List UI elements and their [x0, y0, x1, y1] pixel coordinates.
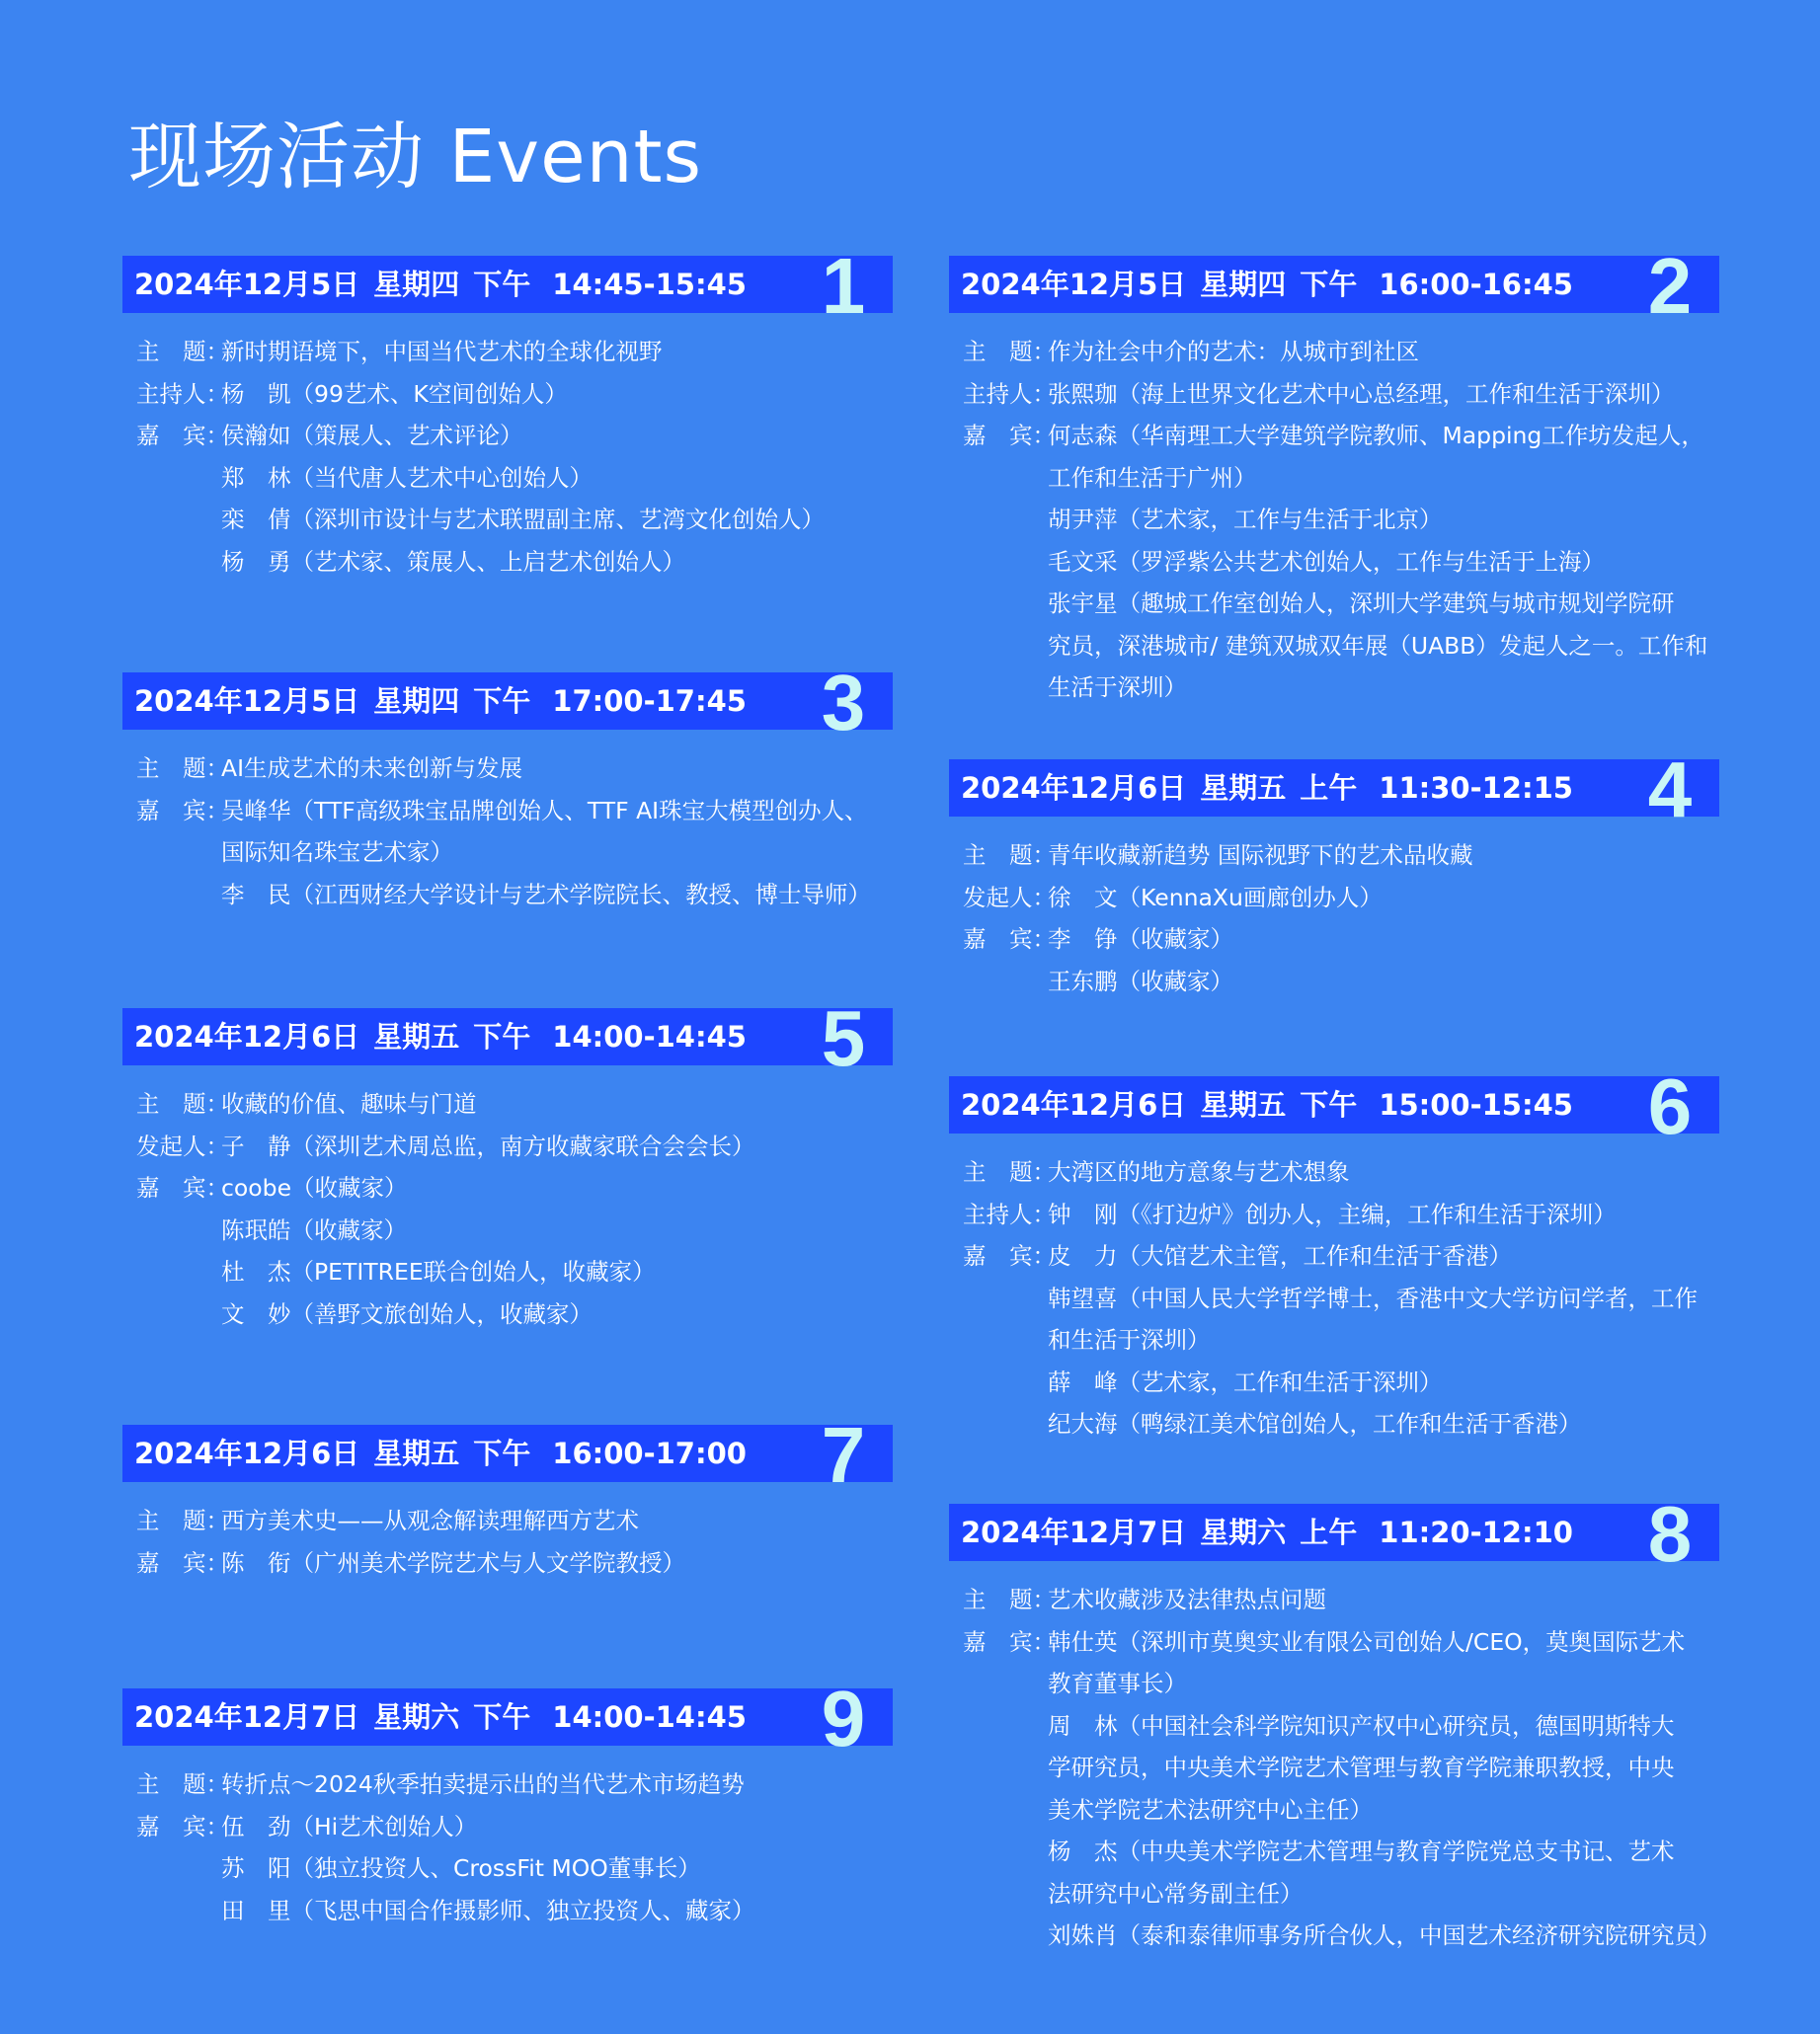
detail-line	[949, 583, 1719, 625]
event-number: 7	[821, 1411, 866, 1499]
detail-text: 杨 凯（99艺术、K空间创始人）	[221, 379, 568, 408]
event-3	[122, 659, 893, 915]
detail-line	[122, 1500, 893, 1542]
detail-text: 皮 力（大馆艺术主管，工作和生活于香港）	[1048, 1242, 1512, 1270]
detail-line	[122, 874, 893, 916]
event-8	[949, 1490, 1721, 1957]
detail-text: 栾 倩（深圳市设计与艺术联盟副主席、艺湾文化创始人）	[221, 506, 825, 533]
detail-text: 学研究员，中央美术学院艺术管理与教育学院兼职教授，中央	[1048, 1754, 1675, 1781]
detail-text: 郑 林（当代唐人艺术中心创始人）	[221, 463, 593, 492]
event-date: 2024年12月5日	[961, 268, 1187, 301]
event-weekday: 星期五	[1200, 1088, 1287, 1122]
detail-label: 嘉 宾：	[136, 1812, 229, 1840]
detail-line	[949, 457, 1719, 500]
event-details	[122, 1763, 893, 1931]
detail-text: 王东鹏（收藏家）	[1048, 967, 1233, 995]
detail-text: 收藏的价值、趣味与门道	[221, 1090, 477, 1118]
detail-text: 薛 峰（艺术家，工作和生活于深圳）	[1048, 1368, 1443, 1396]
detail-line	[949, 1362, 1719, 1404]
event-details	[122, 1500, 893, 1584]
event-header-bar	[122, 1411, 893, 1499]
event-header-bar	[122, 659, 893, 746]
detail-line	[122, 790, 893, 832]
event-date: 2024年12月6日	[134, 1437, 360, 1470]
detail-line	[122, 541, 893, 584]
event-weekday: 星期五	[373, 1437, 460, 1470]
event-details	[122, 1083, 893, 1335]
detail-line	[949, 1579, 1719, 1621]
detail-line	[122, 831, 893, 874]
event-6	[949, 1062, 1719, 1446]
event-period: 下午	[1300, 268, 1358, 301]
detail-label: 主 题：	[136, 754, 229, 782]
detail-text: 杨 勇（艺术家、策展人、上启艺术创始人）	[221, 547, 685, 576]
detail-line	[122, 1806, 893, 1848]
detail-line	[949, 1915, 1719, 1957]
event-time: 14:00-14:45	[552, 1700, 747, 1734]
event-details	[949, 1151, 1719, 1446]
detail-line	[122, 1251, 893, 1293]
event-time: 14:45-15:45	[552, 268, 747, 301]
detail-line	[949, 541, 1719, 584]
detail-text: 周 林（中国社会科学院知识产权中心研究员，德国明斯特大	[1048, 1711, 1675, 1740]
event-datetime	[961, 759, 1573, 817]
detail-line	[949, 499, 1719, 541]
event-period: 下午	[473, 684, 531, 718]
detail-text: coobe（收藏家）	[221, 1174, 408, 1202]
detail-text: 钟 刚（《打边炉》创办人，主编，工作和生活于深圳）	[1048, 1200, 1617, 1228]
detail-line	[949, 1663, 1719, 1705]
event-number: 1	[821, 242, 866, 330]
detail-label: 嘉 宾：	[963, 422, 1056, 449]
event-datetime	[134, 1008, 747, 1065]
detail-line	[949, 666, 1719, 709]
detail-line	[949, 1151, 1719, 1194]
detail-label: 嘉 宾：	[963, 925, 1056, 953]
detail-label: 主 题：	[136, 338, 229, 365]
detail-text: 文 妙（善野文旅创始人，收藏家）	[221, 1299, 593, 1328]
detail-text: 杜 杰（PETITREE联合创始人，收藏家）	[221, 1258, 656, 1286]
page-title: 现场活动 Events	[128, 115, 703, 199]
detail-text: 陈珉皓（收藏家）	[221, 1215, 407, 1244]
event-datetime	[134, 256, 747, 313]
detail-line	[949, 1831, 1719, 1873]
event-time: 16:00-16:45	[1379, 268, 1573, 301]
detail-label: 主 题：	[136, 1507, 229, 1534]
detail-line	[949, 1789, 1719, 1832]
detail-line	[122, 1167, 893, 1210]
event-period: 下午	[473, 1437, 531, 1470]
detail-text: 究员，深港城市/ 建筑双城双年展（UABB）发起人之一。工作和	[1048, 631, 1708, 660]
event-number: 2	[1647, 242, 1693, 330]
detail-line	[949, 1705, 1719, 1748]
detail-text: 大湾区的地方意象与艺术想象	[1048, 1158, 1350, 1186]
detail-line	[122, 747, 893, 790]
detail-text: 韩望喜（中国人民大学哲学博士，香港中文大学访问学者，工作	[1048, 1284, 1698, 1312]
detail-line	[949, 918, 1719, 961]
event-details	[122, 747, 893, 915]
detail-line	[122, 1293, 893, 1336]
event-number: 8	[1647, 1490, 1693, 1578]
detail-line	[122, 1890, 893, 1932]
detail-line	[949, 1319, 1719, 1362]
detail-line	[949, 961, 1719, 1003]
detail-text: 伍 劲（Hi艺术创始人）	[221, 1812, 478, 1840]
detail-line	[949, 1194, 1719, 1236]
detail-line	[122, 1763, 893, 1806]
event-header-bar	[122, 994, 893, 1082]
detail-text: 新时期语境下，中国当代艺术的全球化视野	[221, 338, 663, 365]
detail-label: 发起人：	[136, 1132, 229, 1160]
event-1	[122, 242, 893, 583]
event-details	[949, 331, 1719, 709]
detail-text: AI生成艺术的未来创新与发展	[221, 754, 523, 782]
event-header-bar	[122, 1675, 893, 1762]
event-header-bar	[949, 1062, 1719, 1150]
event-period: 下午	[473, 1700, 531, 1734]
event-datetime	[961, 256, 1573, 313]
event-time: 15:00-15:45	[1379, 1088, 1573, 1122]
detail-line	[122, 1847, 893, 1890]
event-date: 2024年12月6日	[961, 771, 1187, 805]
event-time: 17:00-17:45	[552, 684, 747, 718]
detail-text: 和生活于深圳）	[1048, 1326, 1211, 1354]
detail-line	[949, 373, 1719, 416]
event-date: 2024年12月7日	[961, 1516, 1187, 1549]
detail-text: 张熙珈（海上世界文化艺术中心总经理，工作和生活于深圳）	[1048, 379, 1675, 408]
detail-line	[949, 1278, 1719, 1320]
event-time: 11:30-12:15	[1379, 771, 1573, 805]
detail-text: 李 铮（收藏家）	[1048, 925, 1233, 953]
event-datetime	[134, 672, 747, 730]
event-date: 2024年12月6日	[961, 1088, 1187, 1122]
detail-text: 徐 文（KennaXu画廊创办人）	[1048, 883, 1383, 911]
detail-label: 嘉 宾：	[136, 1548, 229, 1577]
detail-text: 教育董事长）	[1048, 1670, 1187, 1697]
detail-text: 国际知名珠宝艺术家）	[221, 838, 453, 866]
event-weekday: 星期五	[373, 1020, 460, 1054]
event-date: 2024年12月5日	[134, 268, 360, 301]
event-header-bar	[949, 242, 1719, 330]
detail-text: 韩仕英（深圳市莫奥实业有限公司创始人/CEO，莫奥国际艺术	[1048, 1627, 1686, 1656]
detail-line	[949, 1403, 1719, 1446]
event-number: 6	[1647, 1062, 1693, 1150]
event-weekday: 星期五	[1200, 771, 1287, 805]
event-details	[122, 331, 893, 583]
detail-text: 杨 杰（中央美术学院艺术管理与教育学院党总支书记、艺术	[1048, 1838, 1675, 1865]
event-date: 2024年12月7日	[134, 1700, 360, 1734]
detail-line	[122, 331, 893, 373]
detail-text: 青年收藏新趋势 国际视野下的艺术品收藏	[1048, 841, 1473, 869]
detail-text: 工作和生活于广州）	[1048, 463, 1257, 492]
detail-line	[949, 1235, 1719, 1278]
event-period: 下午	[473, 268, 531, 301]
event-7	[122, 1411, 893, 1584]
detail-label: 主 题：	[963, 338, 1056, 365]
detail-label: 嘉 宾：	[136, 422, 229, 449]
event-date: 2024年12月5日	[134, 684, 360, 718]
detail-text: 子 静（深圳艺术周总监，南方收藏家联合会会长）	[221, 1132, 755, 1160]
event-period: 上午	[1300, 771, 1358, 805]
event-period: 下午	[1300, 1088, 1358, 1122]
event-datetime	[134, 1688, 747, 1746]
event-4	[949, 745, 1719, 1002]
event-weekday: 星期四	[373, 268, 460, 301]
detail-label: 主 题：	[963, 1586, 1056, 1613]
detail-label: 主 题：	[963, 1158, 1056, 1186]
event-time: 14:00-14:45	[552, 1020, 747, 1054]
detail-text: 作为社会中介的艺术：从城市到社区	[1048, 338, 1419, 365]
detail-label: 嘉 宾：	[963, 1242, 1056, 1270]
detail-line	[122, 415, 893, 457]
detail-text: 纪大海（鸭绿江美术馆创始人，工作和生活于香港）	[1048, 1410, 1582, 1438]
detail-line	[122, 499, 893, 541]
detail-text: 艺术收藏涉及法律热点问题	[1048, 1586, 1326, 1613]
event-time: 11:20-12:10	[1379, 1516, 1573, 1549]
detail-line	[949, 834, 1719, 877]
event-period: 下午	[473, 1020, 531, 1054]
detail-text: 毛文采（罗浮紫公共艺术创始人，工作与生活于上海）	[1048, 547, 1605, 576]
detail-text: 张宇星（趣城工作室创始人，深圳大学建筑与城市规划学院研	[1048, 589, 1675, 617]
event-datetime	[961, 1504, 1573, 1561]
detail-line	[122, 1210, 893, 1252]
detail-label: 嘉 宾：	[963, 1627, 1056, 1656]
detail-text: 陈 衔（广州美术学院艺术与人文学院教授）	[221, 1548, 685, 1577]
event-datetime	[961, 1076, 1573, 1134]
detail-line	[949, 1621, 1719, 1664]
detail-line	[122, 373, 893, 416]
event-time: 16:00-17:00	[552, 1437, 747, 1470]
detail-label: 主持人：	[963, 379, 1056, 408]
detail-line	[122, 457, 893, 500]
detail-text: 李 民（江西财经大学设计与艺术学院院长、教授、博士导师）	[221, 880, 871, 908]
detail-line	[122, 1126, 893, 1168]
detail-text: 苏 阳（独立投资人、CrossFit MOO董事长）	[221, 1854, 701, 1882]
event-details	[949, 834, 1719, 1002]
detail-line	[949, 1873, 1719, 1916]
event-2	[949, 242, 1719, 709]
detail-text: 生活于深圳）	[1048, 673, 1187, 701]
event-9	[122, 1675, 893, 1931]
event-number: 9	[821, 1675, 866, 1762]
event-header-bar	[122, 242, 893, 330]
detail-line	[122, 1083, 893, 1126]
detail-text: 转折点～2024秋季拍卖提示出的当代艺术市场趋势	[221, 1770, 745, 1798]
event-weekday: 星期六	[373, 1700, 460, 1734]
detail-text: 吴峰华（TTF高级珠宝品牌创始人、TTF AI珠宝大模型创办人、	[221, 796, 868, 824]
detail-text: 田 里（飞思中国合作摄影师、独立投资人、藏家）	[221, 1896, 755, 1924]
detail-line	[949, 331, 1719, 373]
event-weekday: 星期四	[1200, 268, 1287, 301]
detail-label: 主持人：	[963, 1200, 1056, 1228]
event-period: 上午	[1300, 1516, 1358, 1549]
event-weekday: 星期六	[1200, 1516, 1287, 1549]
detail-text: 美术学院艺术法研究中心主任）	[1048, 1795, 1373, 1824]
detail-label: 主 题：	[963, 841, 1056, 869]
detail-label: 发起人：	[963, 883, 1056, 911]
event-5	[122, 994, 893, 1335]
detail-line	[949, 625, 1719, 667]
event-weekday: 星期四	[373, 684, 460, 718]
event-datetime	[134, 1425, 747, 1482]
event-header-bar	[949, 745, 1719, 833]
detail-line	[122, 1542, 893, 1585]
event-header-bar	[949, 1490, 1719, 1578]
event-date: 2024年12月6日	[134, 1020, 360, 1054]
detail-label: 嘉 宾：	[136, 1174, 229, 1202]
detail-label: 主 题：	[136, 1090, 229, 1118]
detail-text: 法研究中心常务副主任）	[1048, 1879, 1304, 1908]
detail-label: 主持人：	[136, 379, 229, 408]
detail-label: 嘉 宾：	[136, 796, 229, 824]
event-number: 5	[821, 994, 866, 1082]
detail-text: 西方美术史——从观念解读理解西方艺术	[221, 1507, 639, 1534]
detail-line	[949, 1747, 1719, 1789]
detail-line	[949, 877, 1719, 919]
event-number: 3	[821, 659, 866, 746]
detail-text: 何志森（华南理工大学建筑学院教师、Mapping工作坊发起人，	[1048, 422, 1704, 449]
event-details	[949, 1579, 1719, 1957]
detail-text: 侯瀚如（策展人、艺术评论）	[221, 422, 523, 449]
event-number: 4	[1647, 745, 1693, 833]
detail-line	[949, 415, 1719, 457]
detail-text: 刘姝肖（泰和泰律师事务所合伙人，中国艺术经济研究院研究员）	[1048, 1921, 1721, 1949]
detail-label: 主 题：	[136, 1770, 229, 1798]
detail-text: 胡尹萍（艺术家，工作与生活于北京）	[1048, 506, 1443, 533]
